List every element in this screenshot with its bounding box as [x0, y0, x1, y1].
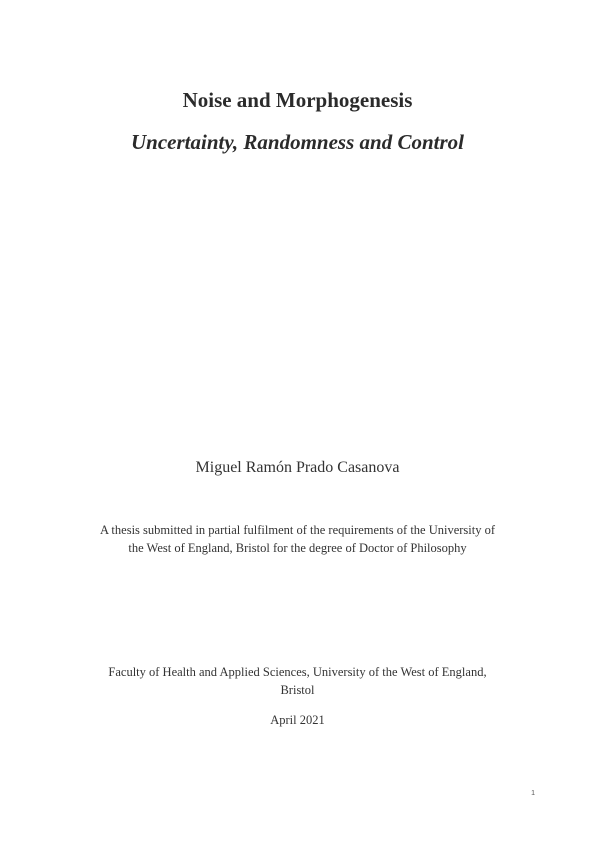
page-number: 1 — [531, 790, 535, 797]
degree-statement-line-1: A thesis submitted in partial fulfilment of the requirements of the University of — [99, 523, 496, 537]
faculty-affiliation-line-2: Bristol — [280, 683, 315, 697]
author-name: Miguel Ramón Prado Casanova — [195, 459, 400, 476]
faculty-affiliation — [75, 663, 520, 699]
thesis-subtitle: Uncertainty, Randomness and Control — [131, 130, 464, 154]
faculty-affiliation-line-1: Faculty of Health and Applied Sciences, University of the West of England, — [108, 665, 487, 679]
thesis-title: Noise and Morphogenesis — [182, 88, 413, 112]
degree-statement — [70, 521, 525, 557]
degree-statement-line-2: the West of England, Bristol for the degree of Doctor of Philosophy — [128, 541, 467, 555]
submission-date: April 2021 — [270, 713, 325, 727]
